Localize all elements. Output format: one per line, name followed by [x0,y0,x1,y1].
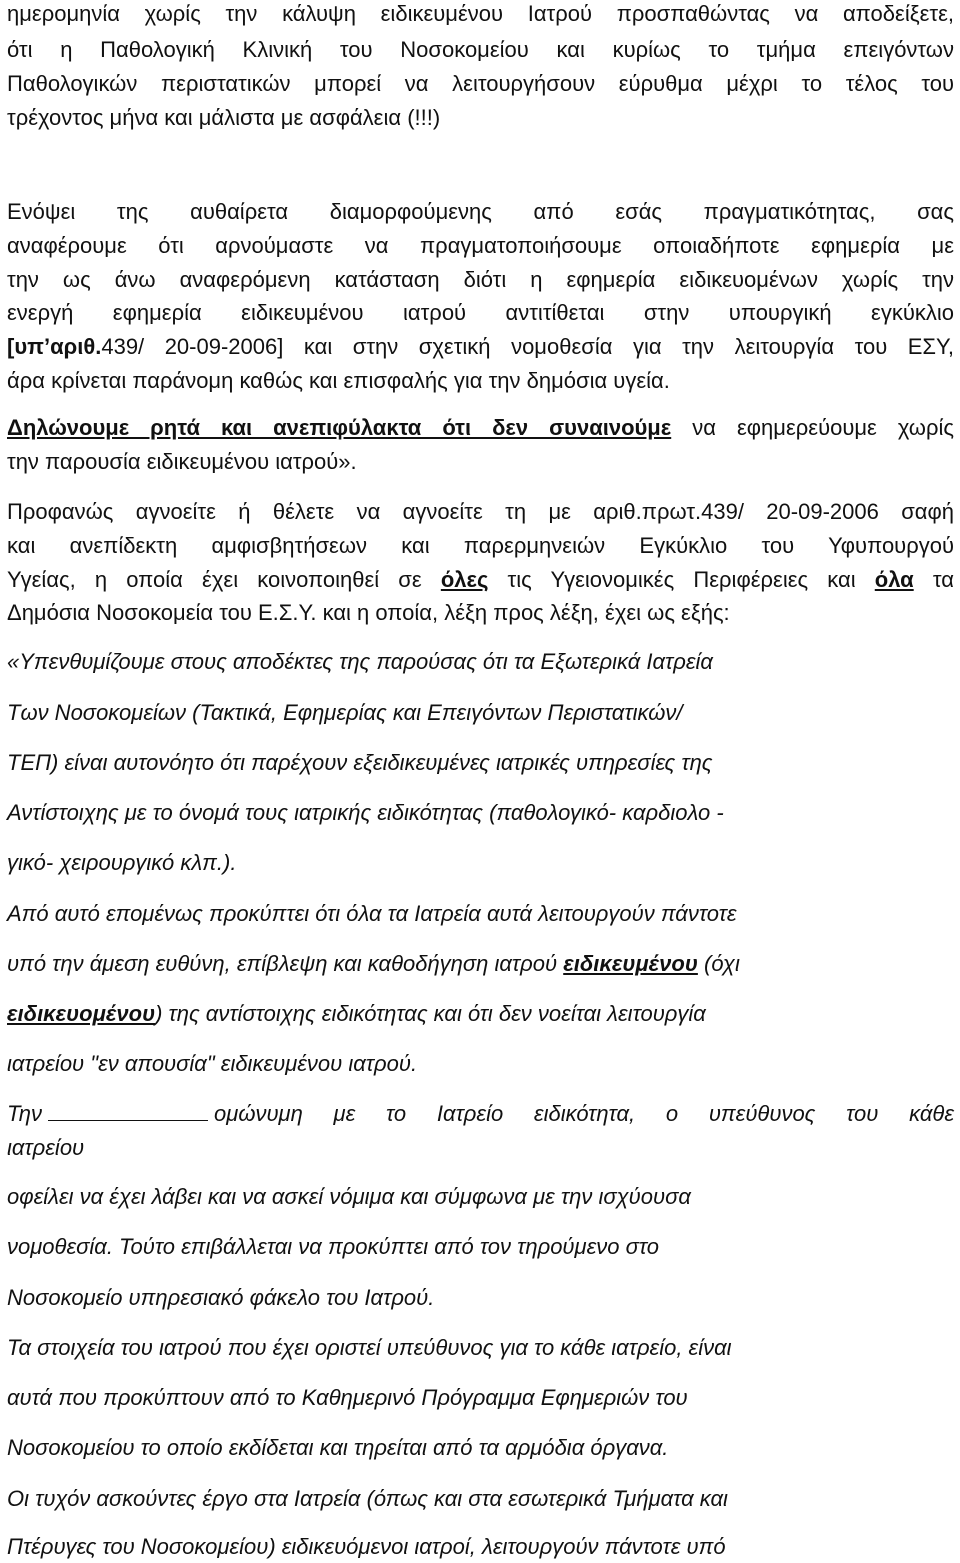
quote-line-19: Πτέρυγες του Νοσοκομείου) ειδικευόμενοι ιατροί, λειτουργούν πάντοτε υπό [7,1534,726,1559]
emphasis-eidikevomenou: ειδικευομένου [7,1001,156,1026]
para2-line-5 [7,333,954,361]
quote-line-2: Των Νοσοκομείων (Τακτικά, Εφημερίας και Επειγόντων Περιστατικών/ [7,700,683,725]
para4-line-1: Προφανώς αγνοείτε ή θέλετε να αγνοείτε τη με αριθ.πρωτ.439/ 20-09-2006 σαφή [7,499,954,524]
para2-line-4: ενεργή εφημερία ειδικευμένου ιατρού αντιτίθεται στην υπουργική εγκύκλιο [7,300,954,325]
intro-line-2: ότι η Παθολογική Κλινική του Νοσοκομείου και κυρίως το τμήμα επειγόντων [7,37,954,62]
quote-line-14: Νοσοκομείο υπηρεσιακό φάκελο του Ιατρού. [7,1285,435,1310]
quote-line-15: Τα στοιχεία του ιατρού που έχει οριστεί υπεύθυνος για το κάθε ιατρείο, είναι [7,1335,732,1360]
quote-line-1: «Υπενθυμίζουμε στους αποδέκτες της παρούσας ότι τα Εξωτερικά Ιατρεία [7,649,713,674]
para4-line-2: και ανεπίδεκτη αμφισβητήσεων και παρερμηνειών Εγκύκλιο του Υφυπουργού [7,533,954,558]
text-segment: τις Υγειονομικές Περιφέρειες και [507,567,856,592]
quote-line-17: Νοσοκομείου το οποίο εκδίδεται και τηρείται από τα αρμόδια όργανα. [7,1435,669,1460]
circular-reference: [υπ’αριθ. [7,334,102,359]
para4-line-3 [7,566,954,594]
para2-line-6: άρα κρίνεται παράνομη καθώς και επισφαλής για την δημόσια υγεία. [7,368,670,393]
emphasis-oles: όλες [440,567,489,592]
text-segment: ομώνυμη με το Ιατρείο ειδικότητα, ο υπεύθυνος του κάθε [214,1101,954,1126]
declaration-line-1 [7,414,954,442]
text-segment: Την [7,1101,43,1126]
emphasis-ola: όλα [874,567,914,592]
emphasis-eidikevmenou: ειδικευμένου [563,951,698,976]
intro-line-3: Παθολογικών περιστατικών μπορεί να λειτουργήσουν εύρυθμα μέχρι το τέλος του [7,71,954,96]
quote-line-5: γικό- χειρουργικό κλπ.). [7,850,237,875]
para2-line-1: Ενόψει της αυθαίρετα διαμορφούμενης από εσάς πραγματικότητας, σας [7,199,954,224]
quote-line-9: ιατρείου "εν απουσία" ειδικευμένου ιατρού. [7,1051,418,1076]
para2-line-3: την ως άνω αναφερόμενη κατάσταση διότι η εφημερία ειδικευομένων χωρίς την [7,267,954,292]
declaration-bold: Δηλώνουμε ρητά και ανεπιφύλακτα ότι δεν συναινούμε [7,415,672,440]
quote-line-6: Από αυτό επομένως προκύπτει ότι όλα τα Ιατρεία αυτά λειτουργούν πάντοτε [7,901,737,926]
declaration-rest: να εφημερεύουμε χωρίς [692,415,954,440]
quote-line-8 [7,1000,954,1028]
circular-reference-rest: 439/ 20-09-2006] και στην σχετική νομοθεσία για την λειτουργία του ΕΣΥ, [101,334,954,359]
intro-line-4: τρέχοντος μήνα και μάλιστα με ασφάλεια (!!!) [7,105,441,130]
para2-line-2: αναφέρουμε ότι αρνούμαστε να πραγματοποιήσουμε οποιαδήποτε εφημερία με [7,233,954,258]
quote-line-16: αυτά που προκύπτουν από το Καθημερινό Πρόγραμμα Εφημεριών του [7,1385,688,1410]
quote-line-10 [7,1100,954,1128]
quote-line-13: νομοθεσία. Τούτο επιβάλλεται να προκύπτει από τον τηρούμενο στο [7,1234,660,1259]
quote-line-11: ιατρείου [7,1135,85,1160]
declaration-line-2: την παρουσία ειδικευμένου ιατρού». [7,449,357,474]
quote-line-18: Οι τυχόν ασκούντες έργο στα Ιατρεία (όπως και στα εσωτερικά Τμήματα και [7,1486,728,1511]
text-segment: Υγείας, η οποία έχει κοινοποιηθεί σε [7,567,422,592]
text-segment: (όχι [704,951,740,976]
text-segment: υπό την άμεση ευθύνη, επίβλεψη και καθοδήγηση ιατρού [7,951,558,976]
intro-line-1: ημερομηνία χωρίς την κάλυψη ειδικευμένου Ιατρού προσπαθώντας να αποδείξετε, [7,1,954,26]
text-segment: τα [932,567,954,592]
quote-line-7 [7,950,954,978]
underline-blank [48,1100,208,1121]
quote-line-3: ΤΕΠ) είναι αυτονόητο ότι παρέχουν εξειδικευμένες ιατρικές υπηρεσίες της [7,750,713,775]
text-segment: ) της αντίστοιχης ειδικότητας και ότι δεν νοείται λειτουργία [155,1001,706,1026]
quote-line-12: οφείλει να έχει λάβει και να ασκεί νόμιμα και σύμφωνα με την ισχύουσα [7,1184,691,1209]
para4-line-4: Δημόσια Νοσοκομεία του Ε.Σ.Υ. και η οποία, λέξη προς λέξη, έχει ως εξής: [7,600,730,625]
quote-line-4: Αντίστοιχης με το όνομά τους ιατρικής ειδικότητας (παθολογικό- καρδιολο - [7,800,724,825]
